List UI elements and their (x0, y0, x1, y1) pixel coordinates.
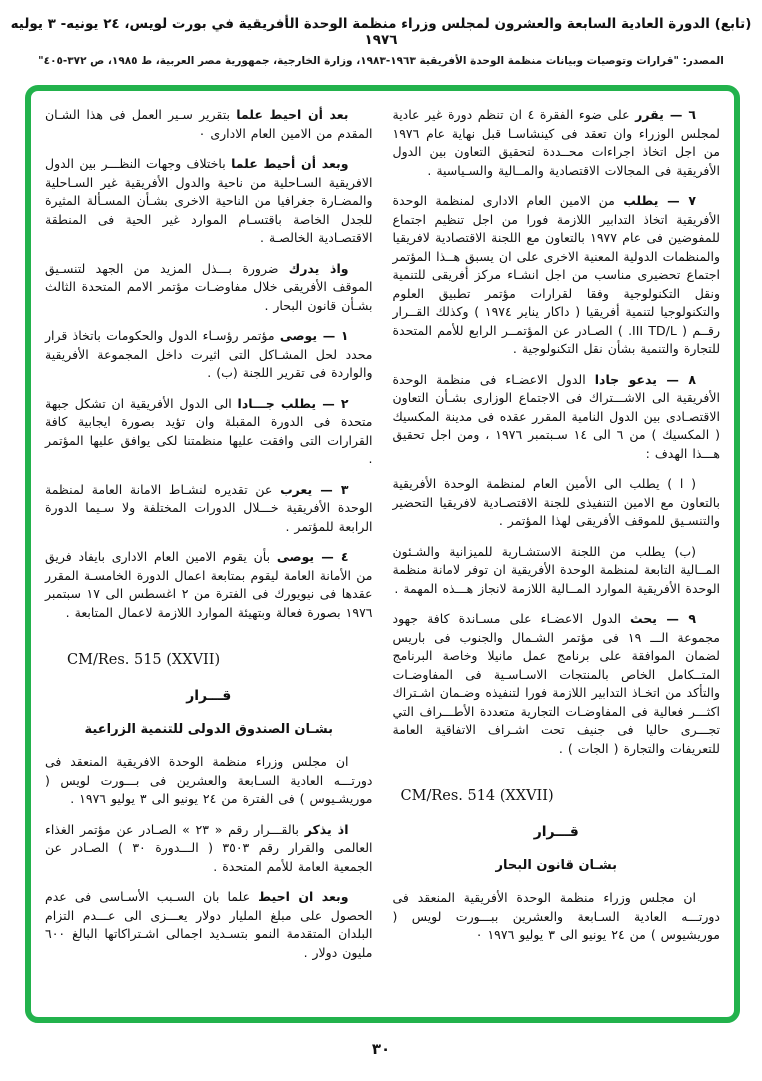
paragraph-7 (393, 192, 721, 359)
paragraph-text: من الامين العام الادارى لمنظمة الوحدة الأفريقية اتخاذ التدابير اللازمة فورا من اجل تنظيم اجتماع للمفوضين فى عام ١٩٧٧ بالتعاون مع اللجنة الاقتصادية لافريقيا والمنظمات الدولية المعنية الاخرى على ان يسبق هــذا المؤتمر اجتماع تحضيرى مناسب من اجل انشـاء مركز أفريقى للتنمية ونقل التكنولوجية وفقا لقرارات مؤتمر تطبيق العلوم والتكنولوجيا لتنمية أفريقيا ( داكار يناير ١٩٧٤ ) وكذلك القــرار رقــم ( III TD/L. ) الصـادر عن المؤتمــر الرابع للأمم المتحدة للتجارة والتنمية بشأن نقل التكنولوجية . (392, 193, 720, 356)
paragraph-8 (393, 371, 721, 464)
paragraph-lead: ٨ — يدعو جادا (594, 371, 696, 387)
paragraph-text: مؤتمر رؤسـاء الدول والحكومات باتخاذ قرار محدد لحل المشـاكل التى اثيرت داخل المجموعة الأفريقية والواردة فى تقرير اللجنة (ب) . (45, 328, 373, 380)
paragraph-lead: وبعد ان احيط (258, 889, 349, 904)
paragraph-text: ضرورة بـــذل المزيد من الجهد لتنسـيق الموقف الأفريقى خلال مفاوضـات مؤتمر الامم المتحدة الثالث بشـأن قانون البحار . (45, 260, 373, 313)
page-number: ٣٠ (371, 1040, 391, 1058)
paragraph-2 (45, 395, 373, 469)
paragraph-text: علما بان السـبب الأسـاسى فى عدم الحصول على مبلغ المليار دولار يعـــزى الى عـــدم التزام البلدان المتقدمة النمو بتسـديد اجمالى اشـتراكاتها البالغ ٦٠٠ مليون دولار . (45, 889, 373, 960)
paragraph-8a (393, 475, 721, 531)
paragraph-6 (393, 106, 721, 180)
paragraph-text: الى الدول الأفريقية ان تشكل جبهة متحدة فى الدورة المقبلة وان تؤيد بصورة ايجابية كافة القرارات التى وافقت عليها منظمتنا لكى يوافق عليها المؤتمر . (45, 395, 373, 466)
paragraph-text: بتقرير سـير العمل فى هذا الشـان المقدم من الامين العام الادارى ٠ (45, 107, 373, 141)
paragraph-text: بأن يقوم الامين العام الادارى بايفاد فريق من الأمانة العامة ليقوم بمتابعة اعمال الدورة الخامسـة المقرر عقدها فى نيويورك فى الفترة من ٢ اغسطس الى ١٧ سبتمبر ١٩٧٦ بصورة فعالة وبتهيئة الموارد اللازمة لاعمال المتابعة . (45, 549, 373, 620)
paragraph-lead: ٦ — يقرر (635, 107, 696, 122)
paragraph-text: (ب) يطلب من اللجنة الاستشـارية للميزانية والشـئون المــالية التابعة لمنظمة الوحدة الأفريقية ان توفر لامانة منظمة الوحدة الأفريقية الموارد المــالية اللازمة لانجاز هـــذه المهمة . (392, 543, 720, 596)
paragraph-text: بالقـــرار رقم « ٢٣ » الصـادر عن مؤتمر الغذاء العالمى والقرار رقم ٣٥٠٣ ( الـــدورة ٣٠ ) الصـادر عن الجمعية العامة للأمم المتحدة . (45, 821, 373, 874)
paragraph-1 (45, 327, 373, 383)
paragraph-lead: وبعد أن أحيط علما (231, 156, 349, 171)
resolution-title: قـــرار (186, 688, 232, 704)
page-header (0, 16, 762, 67)
paragraph-aware (45, 260, 373, 316)
paragraph-recalling (45, 821, 373, 877)
paragraph-text: على ضوء الفقرة ٤ ان تنظم دورة غير عادية لمجلس الوزراء وان تعقد فى كينشاسـا قبل نهاية عام ١٩٧٦ من اجل اتخاذ اجراءات محــددة لتحقيق التعاون بين الدول الأفريقية فى المجالات الاقتصادية والمــالية والسـياسية . (392, 107, 720, 178)
right-column (393, 106, 721, 1007)
paragraph-lead: ٤ — يوصى (276, 549, 349, 564)
resolution-preamble (45, 753, 373, 809)
paragraph-text: عن تقديره لنشـاط الامانة العامة لمنظمة الوحدة الأفريقية خـــلال الدورات المختلفة ولا سـيما الدورة الرابعة للمؤتمر . (45, 481, 373, 534)
session-title: (تابع) الدورة العادية السابعة والعشرون لمجلس وزراء منظمة الوحدة الأفريقية في بورت لويس، ٢٤ يونيه- ٣ يوليه ١٩٧٦ (10, 16, 752, 48)
paragraph-4 (45, 548, 373, 622)
paragraph-noting-report (45, 106, 373, 143)
source-citation: المصدر: "قرارات وتوصيات وبيانات منظمة الوحدة الأفريقية ١٩٦٣-١٩٨٣، وزارة الخارجية، جمهورية مصر العربية، ط ١٩٨٥، ص ٣٧٢-٤٠٥" (38, 55, 724, 67)
paragraph-text: ان مجلس وزراء منظمة الوحدة الافريقية المنعقد فى دورتـــه العادية السـابعة والعشرين فى بـــورت لويس ( موريشـيوس ) فى الفترة من ٢٤ يونيو الى ٣ يوليو ١٩٧٦ . (45, 754, 373, 806)
resolution-title: قـــرار (533, 824, 579, 840)
paragraph-lead: ٧ — يطلب (623, 193, 696, 208)
paragraph-noting-differences (45, 155, 373, 248)
paragraph-lead: واذ يدرك (288, 260, 349, 276)
resolution-number-515: CM/Res. 515 (XXVII) (67, 652, 221, 668)
paragraph-text: الدول الاعضـاء على مسـاندة كافة جهود مجموعة الـــ ١٩ فى مؤتمر الشـمال والجنوب فى باريس لضمان الموافقة على برنامج عمل مانيلا وخاصة البرنامج المتــكامل الخاص بالمنتجات الاسـاسـية فى المفاوضـات والتأكد من اتخـاذ التدابير اللازمة فورا لتنفيذه وضـمان اشـتراك اكثـــر فعالية فى المفاوضـات التجارية متعددة الأطـــراف التي تجـــرى حاليا فى جنيف تحت اشـراف الاتفاقية العامة للتعريفات والتجارة ( الجات ) . (392, 611, 720, 756)
resolution-subject-ifad: بشـان الصندوق الدولى للتنمية الزراعية (84, 722, 333, 737)
two-column-layout (45, 106, 720, 1007)
resolution-number-514: CM/Res. 514 (XXVII) (400, 788, 554, 804)
resolution-subject-law-of-sea: بشـان قانون البحار (495, 858, 617, 873)
paragraph-lead: ١ — يوصى (279, 328, 349, 343)
paragraph-having-noted (45, 888, 373, 962)
paragraph-lead: ٣ — يعرب (280, 481, 349, 497)
left-column (45, 106, 373, 1007)
paragraph-text: باختلاف وجهات النظـــر بين الدول الافريقية السـاحلية من ناحية والدول الأفريقية غير السـاحلية والمضـارة جغرافيا من الناحية الاخرى بشـأن المسـألة المثيرة للجدل الخاصة باقتسـام الموارد غير الحية فى المنطقة الاقتصـادية الخالصـة . (45, 156, 373, 245)
paragraph-text: الدول الاعضـاء فى منظمة الوحدة الأفريقية الى الاشـــتراك فى الاجتماع الوزارى بشـأن التعاون الاقتصـادى بين الدول النامية المقرر عقده فى مدينة المكسيك ( المكسيك ) من ٦ الى ١٤ سـبتمبر ١٩٧٦ ، ومن اجل تحقيق هـــذا الهدف : (392, 371, 720, 461)
resolution-preamble (393, 889, 721, 945)
paragraph-3 (45, 481, 373, 537)
paragraph-lead: ٢ — يطلب جـــادا (237, 395, 349, 411)
paragraph-text: ان مجلس وزراء منظمة الوحدة الأفريقية المنعقد فى دورتـــه العادية السـابعة والعشرين ببـــورت لويس ( موريشيوس ) من ٢٤ يونيو الى ٣ يوليو ١٩٧٦ ٠ (392, 890, 720, 942)
paragraph-9 (393, 610, 721, 758)
paragraph-lead: ٩ — يحث (630, 611, 697, 626)
paragraph-8b (393, 543, 721, 599)
paragraph-text: ( ا ) يطلب الى الأمين العام لمنظمة الوحدة الأفريقية بالتعاون مع الامين التنفيذى للجنة الاقتصـادية لافريقيا التحضير والتنسـيق للموقف الأفريقى لهذا المؤتمر . (392, 476, 720, 528)
paragraph-lead: بعد أن احيط علما (236, 107, 349, 122)
paragraph-lead: اذ يذكر (304, 821, 349, 837)
document-frame (25, 85, 740, 1023)
